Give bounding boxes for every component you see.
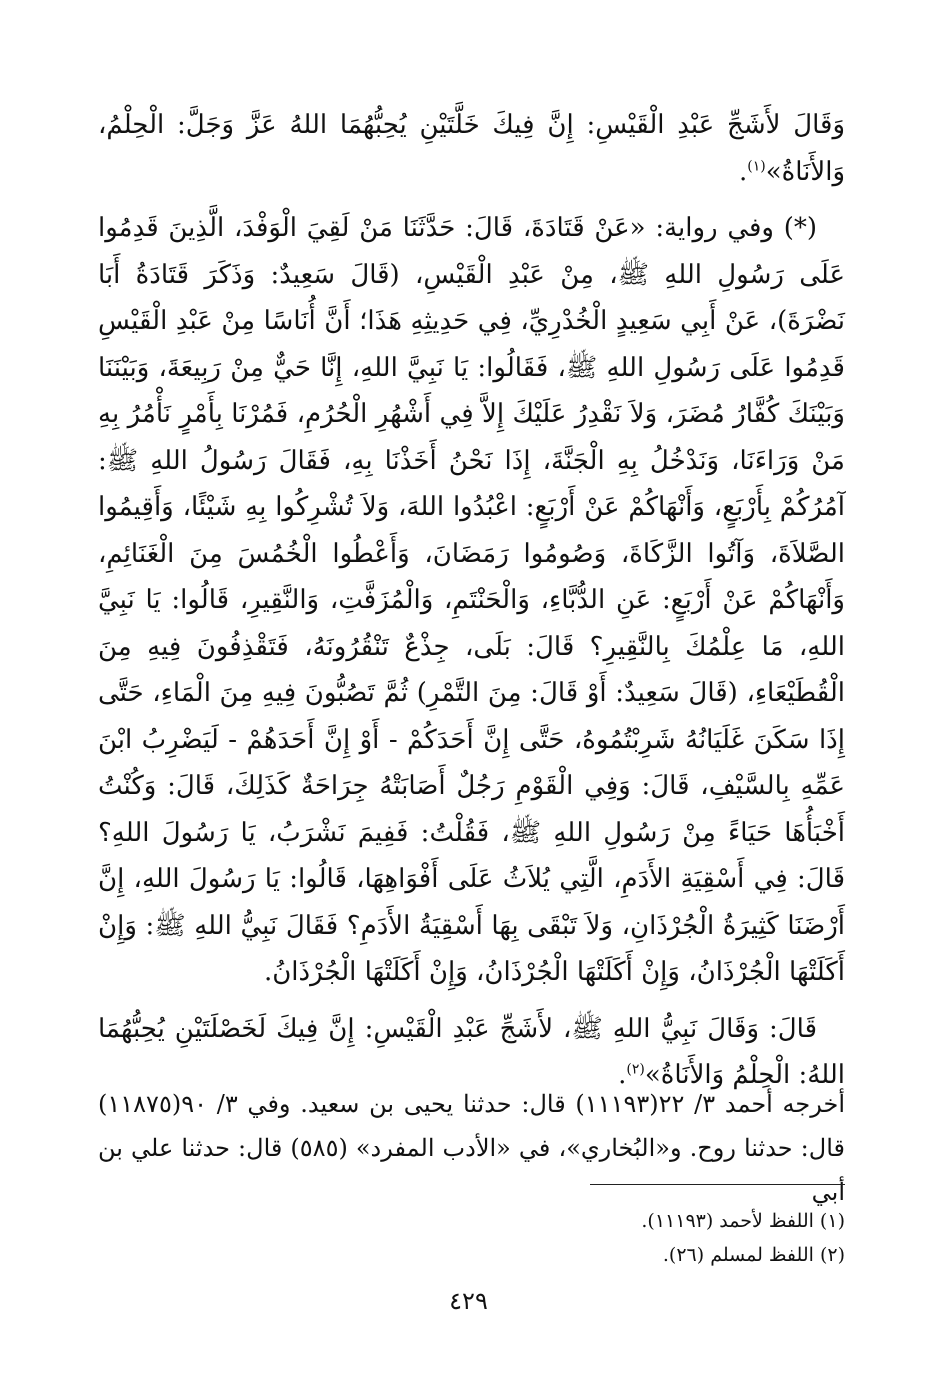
footnote-ref-2: (٢): [626, 1061, 645, 1078]
footnotes: [98, 1204, 845, 1272]
paragraph-1-text: وَقَالَ لأَشَجِّ عَبْدِ الْقَيْسِ: إِنَّ فِيكَ خَلَّتَيْنِ يُحِبُّهُمَا اللهُ عَزَّ وَجَلَّ: الْحِلْمُ، وَالأَنَاةُ»: [98, 110, 845, 187]
page-number: ٤٢٩: [449, 1287, 488, 1315]
paragraph-2: (*) وفي رواية: «عَنْ قَتَادَةَ، قَالَ: حَدَّثَنَا مَنْ لَقِيَ الْوَفْدَ، الَّذِينَ قَدِمُوا عَلَى رَسُولِ اللهِ ﷺ، مِنْ عَبْدِ الْقَيْسِ، (قَالَ سَعِيدٌ: وَذَكَرَ قَتَادَةُ أَبَا نَضْرَةَ)، عَنْ أَبِي سَعِيدٍ الْخُدْرِيِّ، فِي حَدِيثِهِ هَذَا؛ أَنَّ أُنَاسًا مِنْ عَبْدِ الْقَيْسِ قَدِمُوا عَلَى رَسُولِ اللهِ ﷺ، فَقَالُوا: يَا نَبِيَّ اللهِ، إِنَّا حَيٌّ مِنْ رَبِيعَةَ، وَبَيْنَنَا وَبَيْنَكَ كُفَّارُ مُضَرَ، وَلاَ نَقْدِرُ عَلَيْكَ إِلاَّ فِي أَشْهُرِ الْحُرُمِ، فَمُرْنَا بِأَمْرٍ نَأْمُرُ بِهِ مَنْ وَرَاءَنَا، وَنَدْخُلُ بِهِ الْجَنَّةَ، إِذَا نَحْنُ أَخَذْنَا بِهِ، فَقَالَ رَسُولُ اللهِ ﷺ: آمُرُكُمْ بِأَرْبَعٍ، وَأَنْهَاكُمْ عَنْ أَرْبَعٍ: اعْبُدُوا اللهَ، وَلاَ تُشْرِكُوا بِهِ شَيْئًا، وَأَقِيمُوا الصَّلاَةَ، وَآتُوا الزَّكَاةَ، وَصُومُوا رَمَضَانَ، وَأَعْطُوا الْخُمُسَ مِنَ الْغَنَائِمِ، وَأَنْهَاكُمْ عَنْ أَرْبَعٍ: عَنِ الدُّبَّاءِ، وَالْحَنْتَمِ، وَالْمُزَفَّتِ، وَالنَّقِيرِ، قَالُوا: يَا نَبِيَّ اللهِ، مَا عِلْمُكَ بِالنَّقِيرِ؟ قَالَ: بَلَى، جِذْعٌ تَنْقُرُونَهُ، فَتَقْذِفُونَ فِيهِ مِنَ الْقُطَيْعَاءِ، (قَالَ سَعِيدٌ: أَوْ قَالَ: مِنَ التَّمْرِ) ثُمَّ تَصُبُّونَ فِيهِ مِنَ الْمَاءِ، حَتَّى إِذَا سَكَنَ غَلَيَانُهُ شَرِبْتُمُوهُ، حَتَّى إِنَّ أَحَدَكُمْ - أَوْ إِنَّ أَحَدَهُمْ - لَيَضْرِبُ ابْنَ عَمِّهِ بِالسَّيْفِ، قَالَ: وَفِي الْقَوْمِ رَجُلٌ أَصَابَتْهُ جِرَاحَةٌ كَذَلِكَ، قَالَ: وَكُنْتُ أَخْبَأُهَا حَيَاءً مِنْ رَسُولِ اللهِ ﷺ، فَقُلْتُ: فَفِيمَ نَشْرَبُ، يَا رَسُولَ اللهِ؟ قَالَ: فِي أَسْقِيَةِ الأَدَمِ، الَّتِي يُلاَثُ عَلَى أَفْوَاهِهَا، قَالُوا: يَا رَسُولَ اللهِ، إِنَّ أَرْضَنَا كَثِيرَةُ الْجُرْذَانِ، وَلاَ تَبْقَى بِهَا أَسْقِيَةُ الأَدَمِ؟ فَقَالَ نَبِيُّ اللهِ ﷺ: وَإِنْ أَكَلَتْهَا الْجُرْذَانُ، وَإِنْ أَكَلَتْهَا الْجُرْذَانُ، وَإِنْ أَكَلَتْهَا الْجُرْذَانُ.: [98, 213, 845, 987]
paragraph-1: [98, 102, 845, 195]
takhrij-section: [98, 1082, 845, 1214]
paragraph-1-end: .: [738, 156, 748, 187]
main-text: [98, 102, 845, 1099]
footnote-2: (٢) اللفظ لمسلم (٢٦).: [662, 1244, 845, 1266]
paragraph-3-text: قَالَ: وَقَالَ نَبِيُّ اللهِ ﷺ، لأَشَجِّ عَبْدِ الْقَيْسِ: إِنَّ فِيكَ لَخَصْلَتَيْنِ يُحِبُّهُمَا اللهُ: الْحِلْمُ وَالأَنَاةُ»: [98, 1013, 845, 1090]
footnote-1: (١) اللفظ لأحمد (١١١٩٣).: [641, 1210, 845, 1232]
footnote-separator: [590, 1184, 845, 1185]
takhrij-text: أخرجه أحمد ٣/ ٢٢(١١١٩٣) قال: حدثنا يحيى بن سعيد. وفي ٣/ ٩٠(١١٨٧٥) قال: حدثنا روح. و«البُخاري»، في «الأدب المفرد» (٥٨٥) قال: حدثنا علي بن أبي: [98, 1090, 846, 1206]
footnote-ref-1: (١): [747, 157, 766, 174]
paragraph-3-end: .: [618, 1060, 627, 1090]
